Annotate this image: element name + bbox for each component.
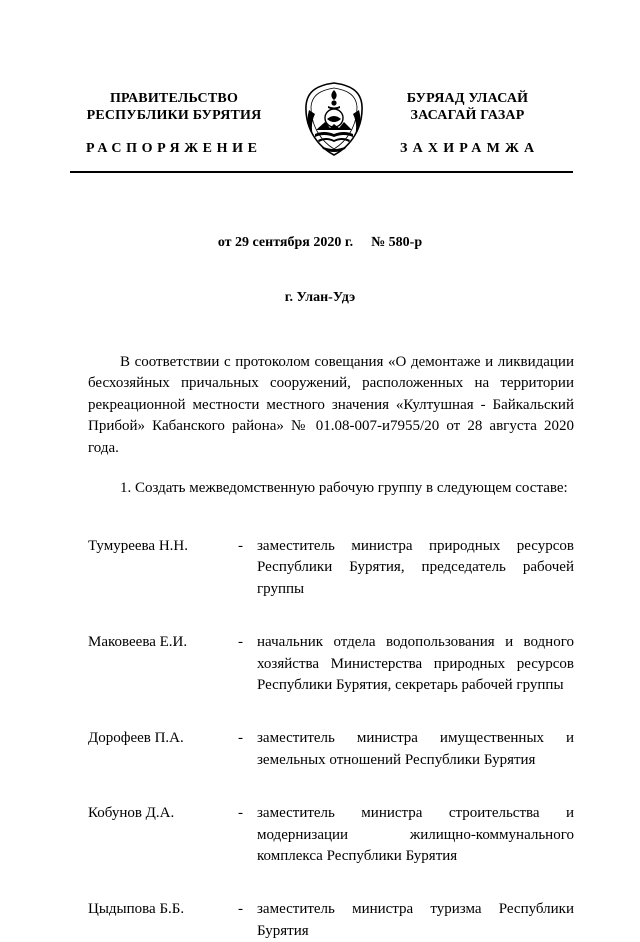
order-date: от 29 сентября 2020 г. [217, 235, 354, 250]
member-role: заместитель министра туризма Республики Бурятия [257, 901, 574, 939]
order-city: г. Улан-Удэ [284, 290, 356, 305]
member-role: заместитель министра природных ресурсов Республики Бурятия, председатель рабочей группы [257, 538, 574, 597]
member-row [88, 899, 574, 942]
header-right-line-2: ЗАСАГАЙ ГАЗАР [410, 108, 525, 123]
preamble-paragraph: В соответствии с протоколом совещания «О демонтаже и ликвидации бесхозяйных причальных сооружений, расположенных на территории рекреационной местности местного значения «Култушная - Байкальский Прибой» Кабанского района» № 01.08-007-и7955/20 от 28 августа 2020 года. [88, 354, 574, 456]
member-dash: - [238, 634, 243, 651]
member-dash: - [238, 538, 243, 554]
header-left-line-1: ПРАВИТЕЛЬСТВО [109, 91, 239, 106]
order-date-number [0, 235, 640, 251]
member-role: заместитель министра строительства и модернизации жилищно-коммунального комплекса Республики Бурятия [257, 805, 574, 865]
header-divider [70, 171, 573, 173]
member-role: начальник отдела водопользования и водного хозяйства Министерства природных ресурсов Республики Бурятия, секретарь рабочей группы [257, 634, 574, 694]
member-name: Маковеева Е.И. [88, 634, 188, 651]
order-number: № 580-р [371, 235, 423, 250]
member-row [88, 536, 574, 600]
member-row [88, 632, 574, 696]
member-name: Кобунов Д.А. [88, 805, 175, 822]
header-left-line-2: РЕСПУБЛИКИ БУРЯТИЯ [86, 108, 262, 123]
header-right-line-1: БУРЯАД УЛАСАЙ [406, 91, 529, 106]
member-name: Тумуреева Н.Н. [88, 538, 188, 554]
member-row [88, 728, 574, 771]
member-dash: - [238, 730, 243, 747]
header-right [380, 90, 555, 124]
member-row [88, 803, 574, 867]
member-dash: - [238, 901, 243, 918]
member-name: Цыдыпова Б.Б. [88, 901, 185, 918]
document-type-title-ru: РАСПОРЯЖЕНИЕ [86, 141, 262, 156]
member-name: Дорофеев П.А. [88, 730, 184, 747]
header-left [80, 90, 268, 124]
member-role: заместитель министра имущественных и земельных отношений Республики Бурятия [257, 730, 574, 768]
document-type-title-bua: ЗАХИРАМЖА [400, 141, 540, 156]
item-1-paragraph: 1. Создать межведомственную рабочую группу в следующем составе: [120, 480, 568, 496]
member-dash: - [238, 805, 243, 822]
working-group-members [88, 536, 574, 942]
buryatia-coat-of-arms-icon [299, 80, 369, 158]
